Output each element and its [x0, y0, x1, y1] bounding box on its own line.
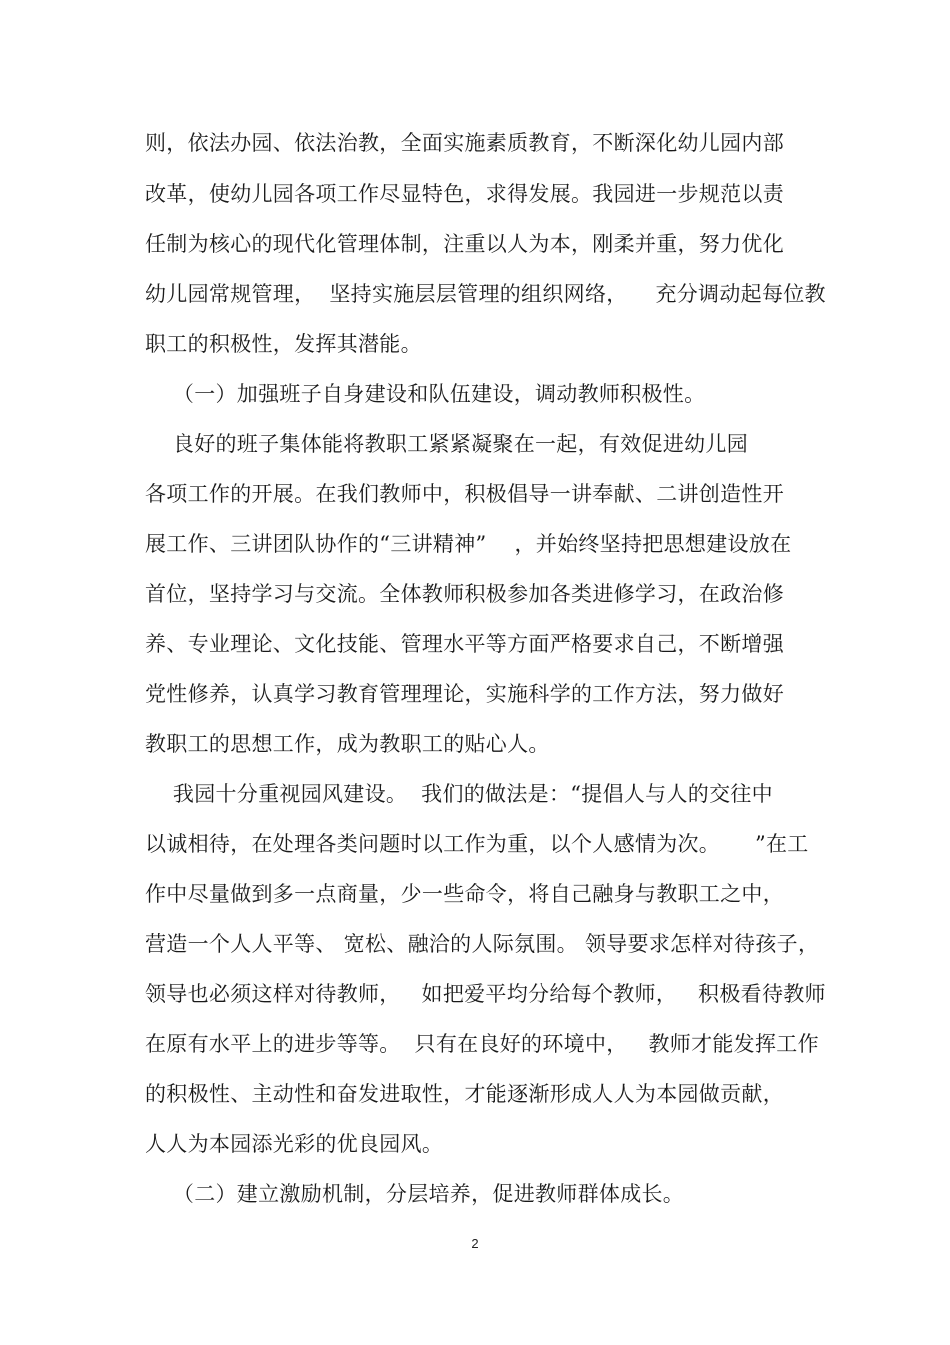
text-line: 教职工的思想工作，成为教职工的贴心人。 — [145, 732, 550, 756]
text-line: 任制为核心的现代化管理体制，注重以人为本，刚柔并重，努力优化 — [145, 232, 784, 256]
text-line: 我园十分重视园风建设。 我们的做法是：“提倡人与人的交往中 — [145, 782, 773, 806]
text-line: 的积极性、主动性和奋发进取性，才能逐渐形成人人为本园做贡献， — [145, 1082, 784, 1106]
text-line: 在原有水平上的进步等等。 只有在良好的环境中， 教师才能发挥工作 — [145, 1032, 819, 1056]
text-line: 则，依法办园、依法治教，全面实施素质教育，不断深化幼儿园内部 — [145, 131, 784, 155]
text-line: 营造一个人人平等、 宽松、融洽的人际氛围。 领导要求怎样对待孩子， — [145, 932, 820, 956]
section-heading: （一）加强班子自身建设和队伍建设，调动教师积极性。 — [145, 382, 706, 406]
text-line: 首位，坚持学习与交流。全体教师积极参加各类进修学习，在政治修 — [145, 582, 784, 606]
text-line: 养、专业理论、文化技能、管理水平等方面严格要求自己，不断增强 — [145, 632, 784, 656]
text-line: 人人为本园添光彩的优良园风。 — [145, 1132, 444, 1156]
text-line: 良好的班子集体能将教职工紧紧凝聚在一起，有效促进幼儿园 — [145, 432, 748, 456]
section-heading: （二）建立激励机制，分层培养，促进教师群体成长。 — [145, 1182, 685, 1206]
text-line: 展工作、三讲团队协作的“三讲精神” ，并始终坚持把思想建设放在 — [145, 532, 792, 556]
page-number: 2 — [471, 1236, 479, 1251]
text-line: 职工的积极性，发挥其潜能。 — [145, 332, 422, 356]
text-line: 领导也必须这样对待教师， 如把爱平均分给每个教师， 积极看待教师 — [145, 982, 826, 1006]
text-line: 各项工作的开展。在我们教师中，积极倡导一讲奉献、二讲创造性开 — [145, 482, 784, 506]
text-line: 作中尽量做到多一点商量，少一些命令，将自己融身与教职工之中， — [145, 882, 784, 906]
text-line: 党性修养，认真学习教育管理理论，实施科学的工作方法，努力做好 — [145, 682, 784, 706]
text-line: 以诚相待，在处理各类问题时以工作为重，以个人感情为次。 ”在工 — [145, 832, 809, 856]
text-line: 改革，使幼儿园各项工作尽显特色，求得发展。我园进一步规范以责 — [145, 182, 784, 206]
text-line: 幼儿园常规管理， 坚持实施层层管理的组织网络， 充分调动起每位教 — [145, 282, 826, 306]
